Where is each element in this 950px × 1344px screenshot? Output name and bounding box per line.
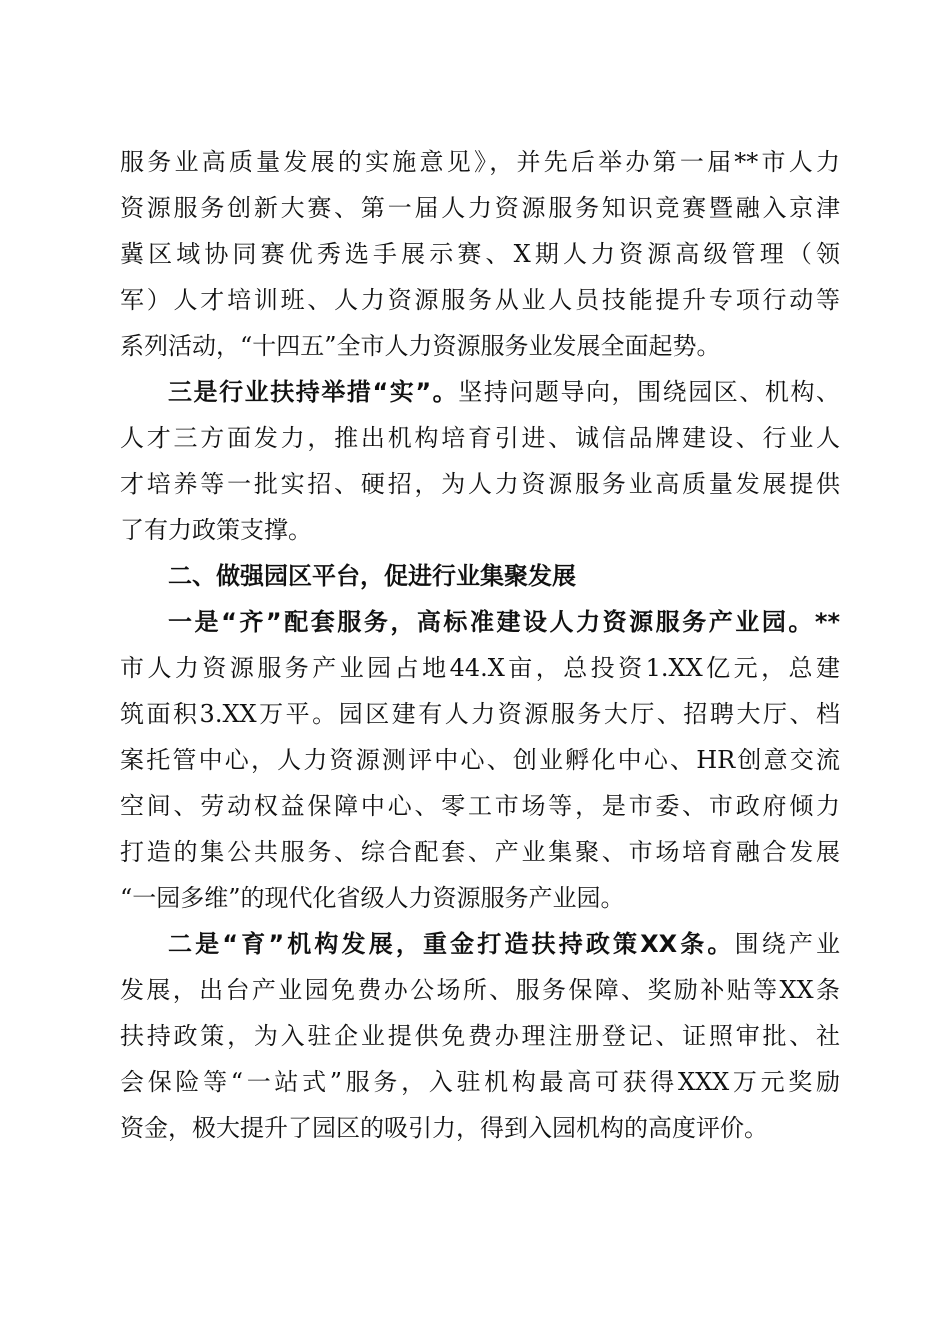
paragraph-line: 案托管中心，人力资源测评中心、创业孵化中心、HR创意交流 [120, 746, 840, 774]
paragraph-first-line [168, 600, 840, 644]
paragraph-first-line [168, 370, 840, 414]
paragraph-line: 空间、劳动权益保障中心、零工市场等，是市委、市政府倾力 [120, 792, 840, 820]
paragraph-text: 围绕产业 [734, 930, 840, 958]
paragraph-lead: 一是“齐”配套服务，高标准建设人力资源服务产业园。 [168, 608, 815, 636]
paragraph-text: 坚持问题导向，围绕园区、机构、 [458, 378, 841, 406]
paragraph-line: 系列活动，“十四五”全市人力资源服务业发展全面起势。 [120, 332, 721, 360]
paragraph-line: 服务业高质量发展的实施意见》，并先后举办第一届**市人力 [120, 148, 840, 176]
paragraph-line: 人才三方面发力，推出机构培育引进、诚信品牌建设、行业人 [120, 424, 840, 452]
paragraph-line: 会保险等“一站式”服务，入驻机构最高可获得XXX万元奖励 [120, 1068, 840, 1096]
paragraph-first-line [168, 922, 840, 966]
paragraph-line: 打造的集公共服务、综合配套、产业集聚、市场培育融合发展 [120, 838, 840, 866]
paragraph-line: 资金，极大提升了园区的吸引力，得到入园机构的高度评价。 [120, 1114, 768, 1142]
section-heading: 二、做强园区平台，促进行业集聚发展 [168, 562, 576, 590]
paragraph-line: 筑面积3.XX万平。园区建有人力资源服务大厅、招聘大厅、档 [120, 700, 840, 728]
paragraph-line: 发展，出台产业园免费办公场所、服务保障、奖励补贴等XX条 [120, 976, 840, 1004]
paragraph-line: 冀区域协同赛优秀选手展示赛、X期人力资源高级管理（领 [120, 240, 840, 268]
paragraph-line: 扶持政策，为入驻企业提供免费办理注册登记、证照审批、社 [120, 1022, 840, 1050]
paragraph-lead: 二是“育”机构发展，重金打造扶持政策XX条。 [168, 930, 735, 958]
paragraph-line: 军）人才培训班、人力资源服务从业人员技能提升专项行动等 [120, 286, 840, 314]
paragraph-line: 资源服务创新大赛、第一届人力资源服务知识竞赛暨融入京津 [120, 194, 840, 222]
paragraph-line: 才培养等一批实招、硬招，为人力资源服务业高质量发展提供 [120, 470, 840, 498]
paragraph-lead: 三是行业扶持举措“实”。 [168, 378, 459, 406]
paragraph-line: 了有力政策支撑。 [120, 516, 312, 544]
paragraph-line: “一园多维”的现代化省级人力资源服务产业园。 [120, 884, 625, 912]
paragraph-line: 市人力资源服务产业园占地44.X亩，总投资1.XX亿元，总建 [120, 654, 840, 682]
paragraph-text: ** [814, 608, 840, 636]
